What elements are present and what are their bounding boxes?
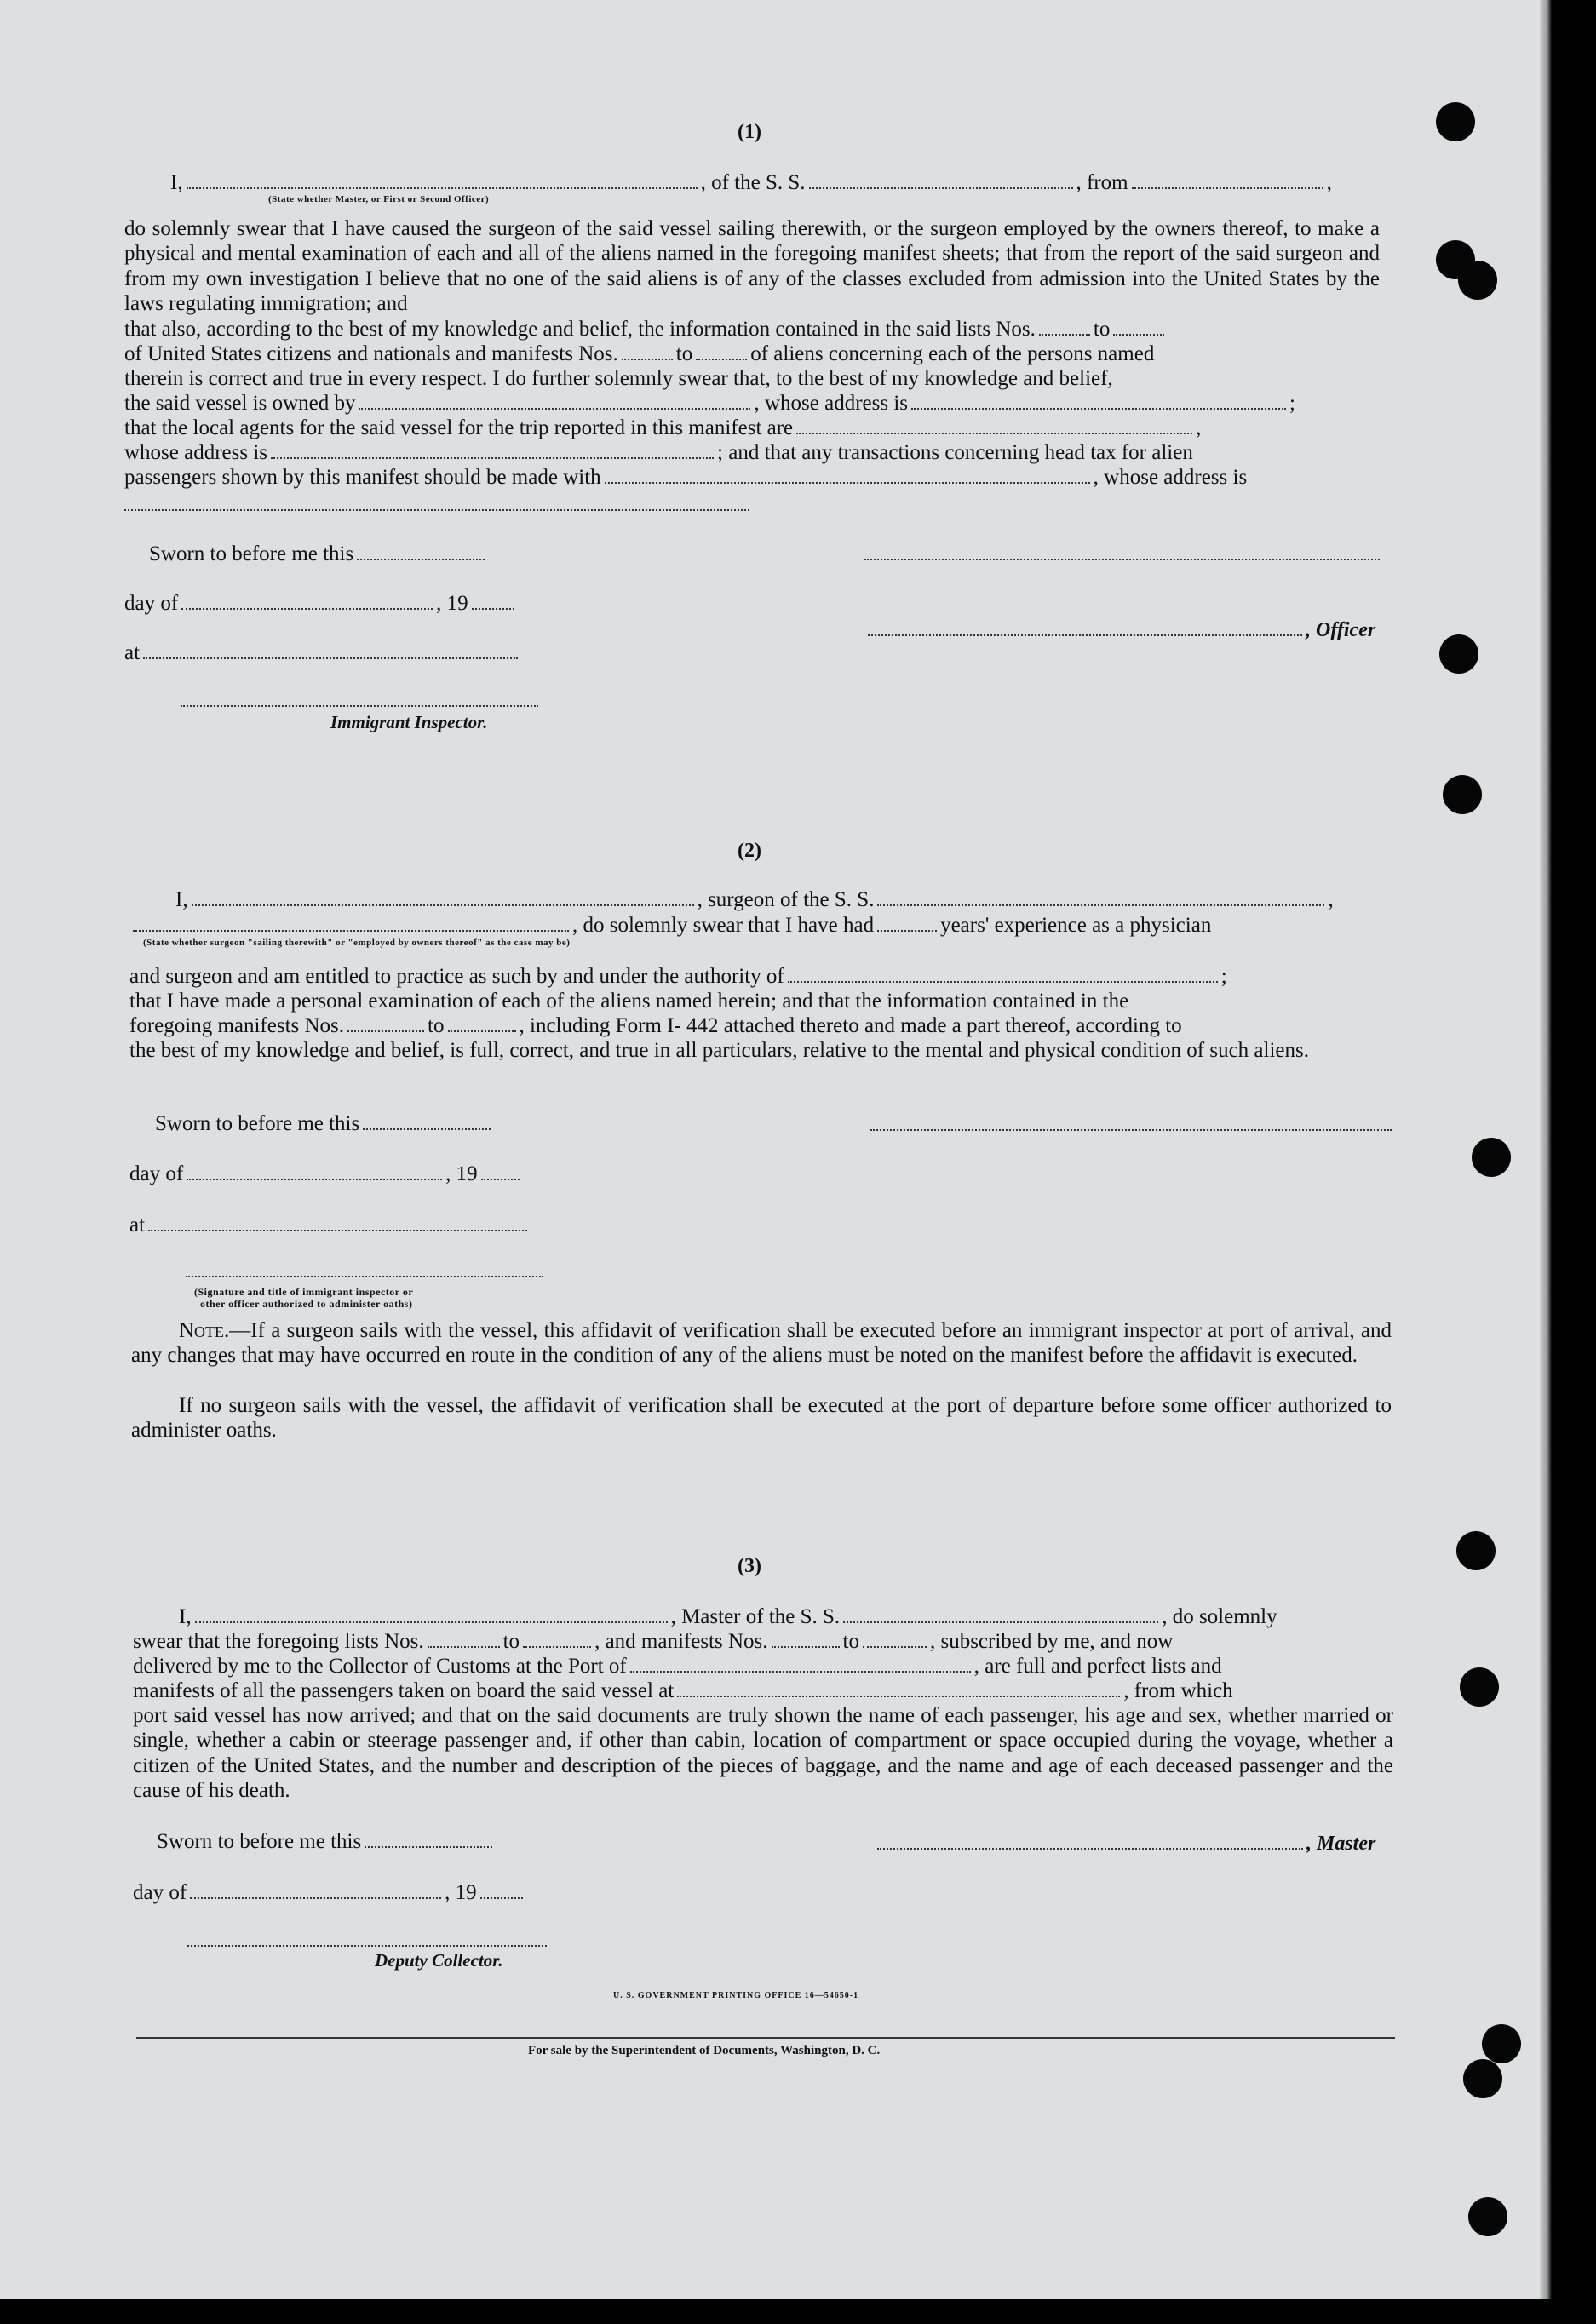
s1-at bbox=[124, 640, 521, 665]
text: , whose address is bbox=[754, 392, 909, 415]
page-edge bbox=[1540, 0, 1552, 2299]
text: ; and that any transactions concerning head tax for alien bbox=[717, 441, 1193, 464]
blank bbox=[195, 1606, 668, 1623]
blank-address bbox=[911, 393, 1286, 410]
gpo-imprint: U. S. GOVERNMENT PRINTING OFFICE 16—54650-1 bbox=[613, 1991, 859, 2000]
text: day of bbox=[129, 1162, 184, 1185]
blank bbox=[1039, 318, 1090, 336]
s1-line-10 bbox=[124, 391, 1295, 416]
s2-caption: (State whether surgeon "sailing therewith" or "employed by owners thereof" as the case may be) bbox=[143, 938, 571, 948]
text: that also, according to the best of my knowledge and belief, the information contained in the said lists Nos. bbox=[124, 318, 1036, 341]
s3-sworn bbox=[157, 1829, 496, 1854]
text: , 19 bbox=[445, 1162, 478, 1185]
s3-master bbox=[874, 1831, 1375, 1856]
text: , 19 bbox=[436, 592, 468, 615]
punch-hole bbox=[1482, 2024, 1521, 2063]
text: the said vessel is owned by bbox=[124, 392, 356, 415]
blank bbox=[622, 343, 673, 360]
inspector-signature-line bbox=[186, 1276, 543, 1277]
s1-officer bbox=[864, 617, 1375, 643]
blank bbox=[481, 1163, 520, 1180]
blank bbox=[1113, 318, 1164, 336]
text: , subscribed by me, and now bbox=[929, 1630, 1174, 1653]
signature-line bbox=[870, 1129, 1392, 1131]
text: manifests of all the passengers taken on board the said vessel at bbox=[133, 1679, 675, 1702]
s1-line-8 bbox=[124, 341, 1154, 366]
blank bbox=[190, 1882, 441, 1899]
text: I, bbox=[179, 1605, 192, 1628]
punch-hole bbox=[1468, 2197, 1507, 2236]
punch-hole bbox=[1439, 634, 1478, 674]
text: years' experience as a physician bbox=[940, 914, 1212, 937]
officer-label: , Officer bbox=[1306, 619, 1376, 641]
text: Sworn to before me this bbox=[155, 1112, 360, 1135]
text: of United States citizens and nationals and manifests Nos. bbox=[124, 342, 618, 365]
s3-line-2 bbox=[133, 1629, 1173, 1654]
text: to bbox=[842, 1630, 859, 1653]
text: whose address is bbox=[124, 441, 268, 464]
blank bbox=[630, 1655, 971, 1673]
text: , 19 bbox=[445, 1881, 477, 1904]
text: , Master of the S. S. bbox=[670, 1605, 841, 1628]
blank bbox=[877, 889, 1324, 906]
blank-owner bbox=[359, 393, 750, 410]
s3-deputy: Deputy Collector. bbox=[375, 1950, 503, 1971]
blank-master bbox=[187, 172, 698, 189]
text: passengers shown by this manifest should be made with bbox=[124, 466, 601, 489]
s2-sigcap-2: other officer authorized to administer oaths) bbox=[200, 1298, 413, 1310]
text: and surgeon and am entitled to practice as such by and under the authority of bbox=[129, 965, 784, 988]
s1-line-13 bbox=[124, 465, 1247, 490]
s3-line-4 bbox=[133, 1678, 1233, 1703]
blank bbox=[868, 619, 1302, 636]
s3-line-1 bbox=[179, 1604, 1277, 1629]
inspector-signature-line bbox=[181, 705, 538, 707]
text: ; bbox=[1289, 392, 1295, 415]
section-1-heading: (1) bbox=[738, 121, 761, 143]
s2-line-5 bbox=[129, 1013, 1182, 1038]
text: at bbox=[129, 1214, 146, 1237]
text: swear that the foregoing lists Nos. bbox=[133, 1630, 424, 1653]
blank-from bbox=[1132, 172, 1323, 189]
s2-line-2 bbox=[129, 913, 1211, 938]
blank bbox=[472, 593, 514, 610]
s2-day bbox=[129, 1162, 523, 1186]
note-text: —If a surgeon sails with the vessel, this affidavit of verification shall be executed before an immigrant inspector at port of arrival, and any changes that may have occurred en route in the condition of any of the aliens must be noted on the manifest before the affidavit is executed. bbox=[131, 1319, 1392, 1368]
s1-line-12 bbox=[124, 440, 1193, 465]
footer-rule bbox=[136, 2037, 1395, 2039]
blank bbox=[677, 1680, 1120, 1697]
s2-line-4: that I have made a personal examination of each of the aliens named herein; and that the information contained in the bbox=[129, 990, 1129, 1013]
blank bbox=[143, 642, 518, 659]
text: , whose address is bbox=[1093, 466, 1248, 489]
punch-hole bbox=[1458, 261, 1497, 300]
text: of aliens concerning each of the persons named bbox=[750, 342, 1155, 365]
blank bbox=[877, 1833, 1303, 1850]
blank bbox=[357, 543, 485, 560]
s2-note bbox=[131, 1318, 1392, 1369]
s2-paragraph: the best of my knowledge and belief, is full, correct, and true in all particulars, relative to the mental and physical condition of such aliens. bbox=[129, 1039, 1309, 1062]
blank bbox=[772, 1631, 840, 1648]
text: Sworn to before me this bbox=[157, 1830, 362, 1853]
s3-day bbox=[133, 1880, 526, 1905]
blank bbox=[192, 889, 694, 906]
blank-address-line bbox=[124, 509, 749, 511]
text: to bbox=[1093, 318, 1111, 341]
text: , do solemnly swear that I have had bbox=[572, 914, 875, 937]
s1-line-11 bbox=[124, 416, 1201, 440]
section-2-heading: (2) bbox=[738, 840, 761, 862]
text: , surgeon of the S. S. bbox=[697, 888, 875, 911]
s1-line-1 bbox=[170, 170, 1332, 195]
s1-line-9: therein is correct and true in every respect. I do further solemnly swear that, to the best of my knowledge and belief, bbox=[124, 367, 1113, 390]
master-label: , Master bbox=[1306, 1833, 1376, 1855]
s1-inspector: Immigrant Inspector. bbox=[330, 712, 488, 732]
text: ; bbox=[1220, 965, 1227, 988]
text: day of bbox=[133, 1881, 187, 1904]
s3-line-3 bbox=[133, 1654, 1222, 1678]
s1-day bbox=[124, 591, 518, 616]
blank-headtax bbox=[605, 467, 1090, 484]
text: , bbox=[1196, 416, 1202, 439]
text: Sworn to before me this bbox=[149, 542, 354, 565]
blank bbox=[448, 1015, 516, 1032]
text: , are full and perfect lists and bbox=[973, 1655, 1222, 1678]
blank bbox=[181, 593, 433, 610]
blank bbox=[133, 915, 569, 932]
s2-sigcap-1: (Signature and title of immigrant inspector or bbox=[194, 1286, 414, 1298]
text: that the local agents for the said vessel for the trip reported in this manifest are bbox=[124, 416, 794, 439]
text: day of bbox=[124, 592, 179, 615]
collector-signature-line bbox=[187, 1945, 547, 1947]
text: to bbox=[428, 1014, 445, 1037]
text: to bbox=[502, 1630, 520, 1653]
text: , of the S. S. bbox=[700, 171, 806, 194]
text: , from which bbox=[1123, 1679, 1233, 1702]
blank bbox=[187, 1163, 442, 1180]
punch-hole bbox=[1443, 775, 1482, 814]
text: delivered by me to the Collector of Customs at the Port of bbox=[133, 1655, 627, 1678]
s2-at bbox=[129, 1213, 531, 1237]
signature-line bbox=[864, 559, 1380, 560]
s2-line-1 bbox=[175, 887, 1334, 912]
blank bbox=[696, 343, 747, 360]
s1-sworn bbox=[149, 542, 488, 566]
blank bbox=[863, 1631, 927, 1648]
blank-agents bbox=[796, 417, 1192, 434]
s3-paragraph: port said vessel has now arrived; and that on the said documents are truly shown the name of each passenger, his age and sex, whether married or single, whether a cabin or steerage passenger and, if other than cabin, location of compartment or space occupied during the voyage, whether a citizen of the United States, and the number and description of the pieces of baggage, and the name and age of each deceased passenger and the cause of his death. bbox=[133, 1704, 1393, 1802]
footer-text: For sale by the Superintendent of Documents, Washington, D. C. bbox=[528, 2044, 881, 2057]
blank bbox=[523, 1631, 591, 1648]
text: I, bbox=[175, 888, 188, 911]
s2-sworn bbox=[155, 1111, 494, 1136]
punch-hole bbox=[1472, 1138, 1511, 1177]
text: , do solemnly bbox=[1162, 1605, 1277, 1628]
s2-note-2: If no surgeon sails with the vessel, the affidavit of verification shall be executed at the port of departure before some officer authorized to administer oaths. bbox=[131, 1394, 1392, 1443]
text: foregoing manifests Nos. bbox=[129, 1014, 345, 1037]
s1-caption: (State whether Master, or First or Second Officer) bbox=[268, 194, 490, 204]
blank bbox=[428, 1631, 500, 1648]
punch-hole bbox=[1460, 1667, 1499, 1707]
text: at bbox=[124, 641, 141, 664]
blank bbox=[788, 966, 1218, 983]
text: , including Form I- 442 attached thereto and made a part thereof, according to bbox=[519, 1014, 1182, 1037]
text: to bbox=[675, 342, 693, 365]
text: , and manifests Nos. bbox=[594, 1630, 768, 1653]
blank bbox=[148, 1214, 527, 1231]
blank bbox=[877, 915, 937, 932]
blank bbox=[843, 1606, 1158, 1623]
blank bbox=[363, 1113, 491, 1130]
text: I, bbox=[170, 171, 183, 194]
punch-hole bbox=[1463, 2059, 1502, 2098]
blank bbox=[347, 1015, 424, 1032]
text: , bbox=[1326, 171, 1332, 194]
note-label: Note. bbox=[179, 1319, 230, 1342]
s1-line-7 bbox=[124, 317, 1168, 341]
s1-paragraph: do solemnly swear that I have caused the surgeon of the said vessel sailing therewith, or the surgeon employed by the owners thereof, to make a physical and mental examination of each and all of the aliens named in the foregoing manifest sheets; that from the report of the said surgeon and from my own investigation I believe that no one of the said aliens is of any of the classes excluded from admission into the United States by the laws regulating immigration; and bbox=[124, 217, 1380, 315]
blank-address bbox=[271, 442, 714, 459]
text: , from bbox=[1076, 171, 1128, 194]
blank-vessel bbox=[809, 172, 1073, 189]
blank bbox=[480, 1882, 523, 1899]
section-3-heading: (3) bbox=[738, 1555, 761, 1577]
blank bbox=[365, 1831, 492, 1848]
text: , bbox=[1328, 888, 1334, 911]
s2-line-3 bbox=[129, 964, 1227, 989]
